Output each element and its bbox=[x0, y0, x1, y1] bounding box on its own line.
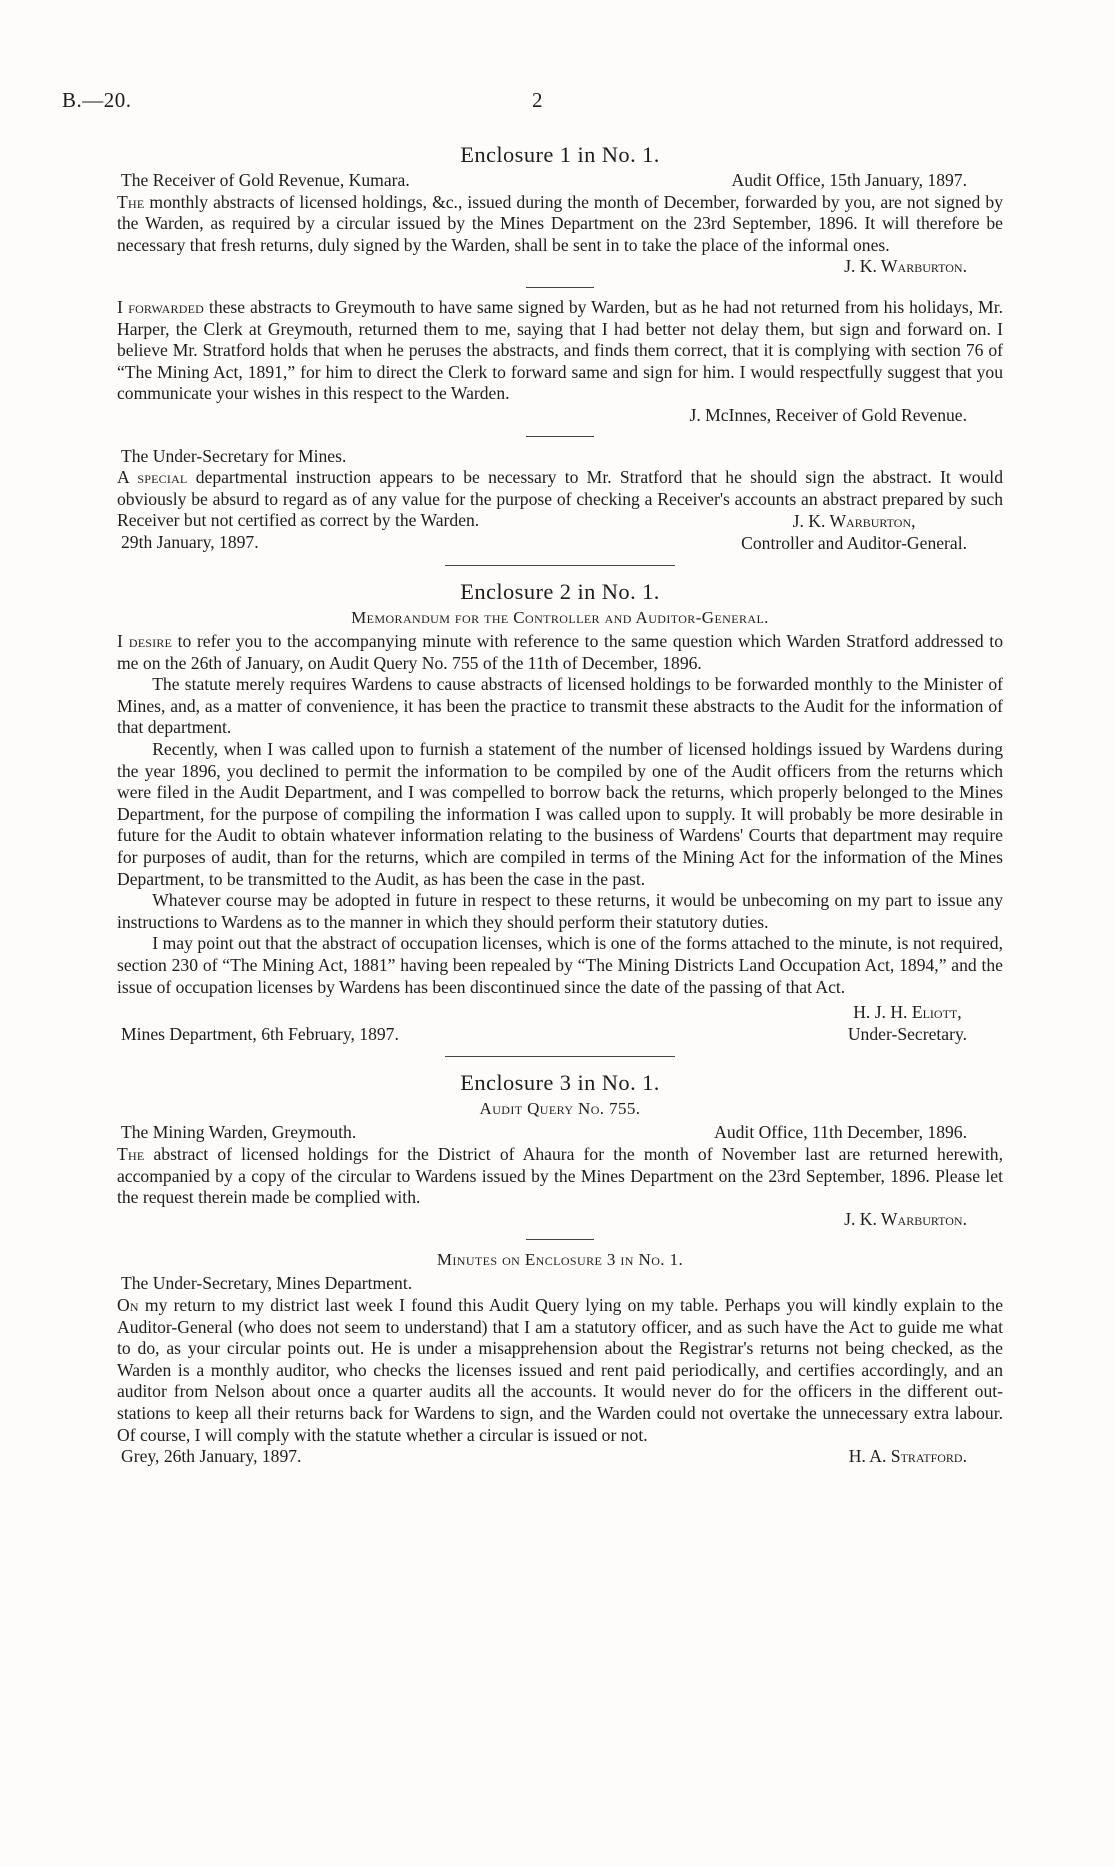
enclosure-2-title: Enclosure 2 in No. 1. bbox=[460, 579, 660, 605]
paragraph-lead: I forwarded bbox=[117, 296, 204, 317]
enclosure-2-date: Mines Department, 6th February, 1897. bbox=[121, 1023, 399, 1044]
paragraph-lead: The bbox=[117, 191, 145, 212]
paragraph-text: to refer you to the accompanying minute with reference to the same question which Warden Stratford addressed to me on the 26th of January, on Audit Query No. 755 of the 11th of December, 1896. bbox=[117, 631, 1003, 673]
minutes-signature: H. A. Stratford. bbox=[848, 1446, 967, 1467]
enclosure-1-paragraph bbox=[117, 192, 1003, 257]
minutes-address-line bbox=[117, 1273, 1003, 1295]
section-divider bbox=[445, 1056, 675, 1057]
enclosure-3-place-date: Audit Office, 11th December, 1896. bbox=[714, 1122, 967, 1143]
divider bbox=[526, 1239, 594, 1240]
minutes-date: Grey, 26th January, 1897. bbox=[121, 1446, 302, 1467]
paragraph-lead: On bbox=[117, 1294, 139, 1315]
paragraph-text: these abstracts to Greymouth to have same signed by Warden, but as he had not returned from his holidays, Mr. Harper, the Clerk at Greymouth, returned them to me, saying that I had better not delay them, but sign and forward on. I believe Mr. Stratford holds that when he peruses the abstracts, and finds them correct, that it is complying with section 76 of “The Mining Act, 1891,” for him to direct the Clerk to forward same and sign for him. I would respectfully suggest that you communicate your wishes in this respect to the Warden. bbox=[117, 296, 1003, 404]
enclosure-2-signature-block bbox=[117, 1002, 1003, 1045]
enclosure-1-minute-signature-column bbox=[741, 510, 1003, 554]
enclosure-1-address-line bbox=[117, 170, 1003, 192]
enclosure-1-title: Enclosure 1 in No. 1. bbox=[460, 142, 660, 167]
enclosure-1-minute-addressee: The Under-Secretary for Mines. bbox=[121, 445, 347, 466]
enclosure-3-signature: J. K. Warburton. bbox=[844, 1208, 967, 1229]
minutes-signature-block bbox=[117, 1446, 1003, 1468]
section-divider bbox=[445, 565, 675, 566]
enclosure-3-subtitle: Audit Query No. 755. bbox=[479, 1099, 641, 1119]
paragraph-text: my return to my district last week I found this Audit Query lying on my table. Perhaps you will kindly explain to the Auditor-General (who does not seem to understand) that I am a statutory officer, and as such have the Act to guide me what to do, as your circular points out. He is under a misapprehension about the Registrar's returns not being checked, as the Warden is a monthly auditor, who checks the licenses issued and rent paid periodically, and certifies accordingly, and an auditor from Nelson about once a quarter audits all the accounts. It would never do for the officers in the different out-stations to keep all their returns back for Wardens to sign, and the Warden could not overtake the unnecessary extra labour. Of course, I will comply with the statute whether a circular is issued or not. bbox=[117, 1294, 1003, 1445]
enclosure-1-reply-paragraph bbox=[117, 297, 1003, 405]
enclosure-2-paragraph-3: Recently, when I was called upon to furnish a statement of the number of licensed holdings issued by Wardens during the year 1896, you declined to permit the information to be compiled by one of the Audit officers from the returns which were filed in the Audit Department, and I was compelled to borrow back the returns, which properly belonged to the Mines Department, for the purpose of compiling the information I was called upon to supply. It will probably be more desirable in future for the Audit to obtain whatever information relating to the business of Wardens' Courts that department may require for purposes of audit, than for the returns, which are compiled in terms of the Mining Act for the information of the Mines Department, to be transmitted to the Audit, as has been the case in the past. bbox=[117, 739, 1003, 889]
minutes-title: Minutes on Enclosure 3 in No. 1. bbox=[436, 1250, 684, 1270]
divider bbox=[526, 436, 594, 437]
enclosure-1-reply-signature: J. McInnes, Receiver of Gold Revenue. bbox=[689, 404, 967, 425]
enclosure-2-signature-column bbox=[848, 1002, 1003, 1045]
enclosure-1-minute-address-line bbox=[117, 446, 1003, 468]
paragraph-lead: A special bbox=[117, 467, 188, 488]
enclosure-2-subtitle: Memorandum for the Controller and Auditor-General. bbox=[351, 608, 769, 628]
enclosure-3-title: Enclosure 3 in No. 1. bbox=[460, 1070, 660, 1096]
enclosure-1-minute-signature-block bbox=[117, 510, 1003, 554]
enclosure-2-paragraph-5: I may point out that the abstract of occupation licenses, which is one of the forms attached to the minute, is not required, section 230 of “The Mining Act, 1881” having been repealed by “The Mining Districts Land Occupation Act, 1894,” and the issue of occupation licenses by Wardens has been discontinued since the date of the passing of that Act. bbox=[117, 933, 1003, 997]
paragraph-lead: The bbox=[117, 1143, 145, 1164]
paragraph-lead: I desire bbox=[117, 631, 173, 652]
enclosure-1-minute-signature: J. K. Warburton, bbox=[792, 510, 916, 531]
document-reference: B.—20. bbox=[62, 88, 132, 112]
enclosure-3-addressee: The Mining Warden, Greymouth. bbox=[121, 1122, 357, 1143]
enclosure-2-signature-title: Under-Secretary. bbox=[847, 1023, 967, 1044]
enclosure-2-paragraph-1 bbox=[117, 631, 1003, 674]
enclosure-1-minute-title: Controller and Auditor-General. bbox=[741, 532, 967, 553]
enclosure-2-paragraph-2: The statute merely requires Wardens to cause abstracts of licensed holdings to be forwarded monthly to the Minister of Mines, and, as a matter of convenience, it has been the practice to transmit these abstracts to the Audit for the information of that department. bbox=[117, 674, 1003, 738]
enclosure-1-addressee: The Receiver of Gold Revenue, Kumara. bbox=[121, 170, 410, 190]
paragraph-text: monthly abstracts of licensed holdings, &c., issued during the month of December, forwarded by you, are not signed by the Warden, as required by a circular issued by the Mines Department on the 23rd September, 1896. It will therefore be necessary that fresh returns, duly signed by the Warden, shall be sent in to take the place of the informal ones. bbox=[117, 191, 1003, 255]
enclosure-2-paragraph-4: Whatever course may be adopted in future in respect to these returns, it would be unbecoming on my part to issue any instructions to Wardens as to the manner in which they should perform their statutory duties. bbox=[117, 890, 1003, 932]
page-number: 2 bbox=[532, 88, 543, 112]
paragraph-text: abstract of licensed holdings for the District of Ahaura for the month of November last are returned herewith, accompanied by a copy of the circular to Wardens issued by the Mines Department on the 23rd September, 1896. Please let the request therein made be complied with. bbox=[117, 1143, 1003, 1208]
divider bbox=[526, 287, 594, 288]
enclosure-3-address-line bbox=[117, 1122, 1003, 1144]
enclosure-2-signature: H. J. H. Eliott, bbox=[853, 1002, 962, 1023]
enclosure-3-paragraph bbox=[117, 1144, 1003, 1209]
page-content bbox=[117, 140, 1003, 1468]
paragraph-text: departmental instruction appears to be necessary to Mr. Stratford that he should sign the abstract. It would obviously be absurd to regard as of any value for the purpose of checking a Receiver's accounts an abstract prepared by such Receiver but not certified as correct by the Warden. bbox=[117, 467, 1003, 531]
enclosure-1-minute-date: 29th January, 1897. bbox=[121, 531, 259, 552]
enclosure-1-signature: J. K. Warburton. bbox=[844, 256, 967, 277]
minutes-addressee: The Under-Secretary, Mines Department. bbox=[121, 1273, 413, 1294]
minutes-paragraph bbox=[117, 1295, 1003, 1446]
enclosure-1-place-date: Audit Office, 15th January, 1897. bbox=[731, 170, 967, 190]
